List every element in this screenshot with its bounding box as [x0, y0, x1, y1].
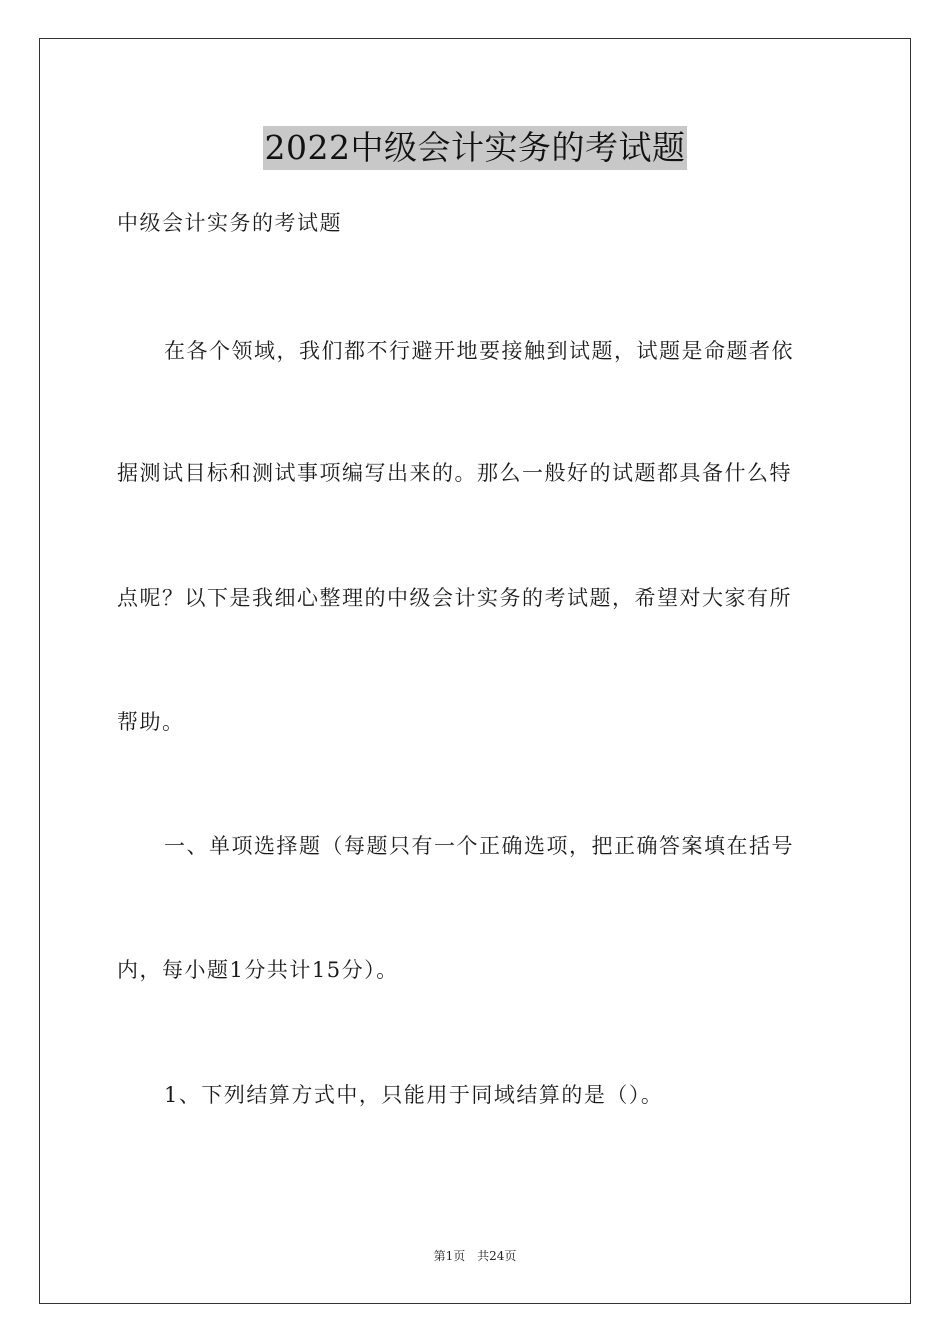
page-number-current: 第1页 — [433, 1249, 466, 1263]
title-container — [0, 126, 950, 170]
paragraph-line: 帮助。 — [117, 710, 185, 734]
page-footer — [0, 1248, 950, 1264]
document-title: 2022中级会计实务的考试题 — [263, 126, 688, 170]
section-heading-line: 内，每小题1分共计15分）。 — [117, 958, 399, 982]
section-heading-line: 一、单项选择题（每题只有一个正确选项，把正确答案填在括号 — [164, 834, 794, 858]
paragraph-line: 在各个领域，我们都不行避开地要接触到试题，试题是命题者依 — [164, 339, 794, 363]
question-line: 1、下列结算方式中，只能用于同域结算的是（）。 — [164, 1083, 664, 1107]
page-number-total: 共24页 — [477, 1249, 517, 1263]
document-subtitle: 中级会计实务的考试题 — [117, 211, 342, 235]
paragraph-line: 据测试目标和测试事项编写出来的。那么一般好的试题都具备什么特 — [117, 461, 792, 485]
paragraph-line: 点呢？以下是我细心整理的中级会计实务的考试题，希望对大家有所 — [117, 586, 792, 610]
